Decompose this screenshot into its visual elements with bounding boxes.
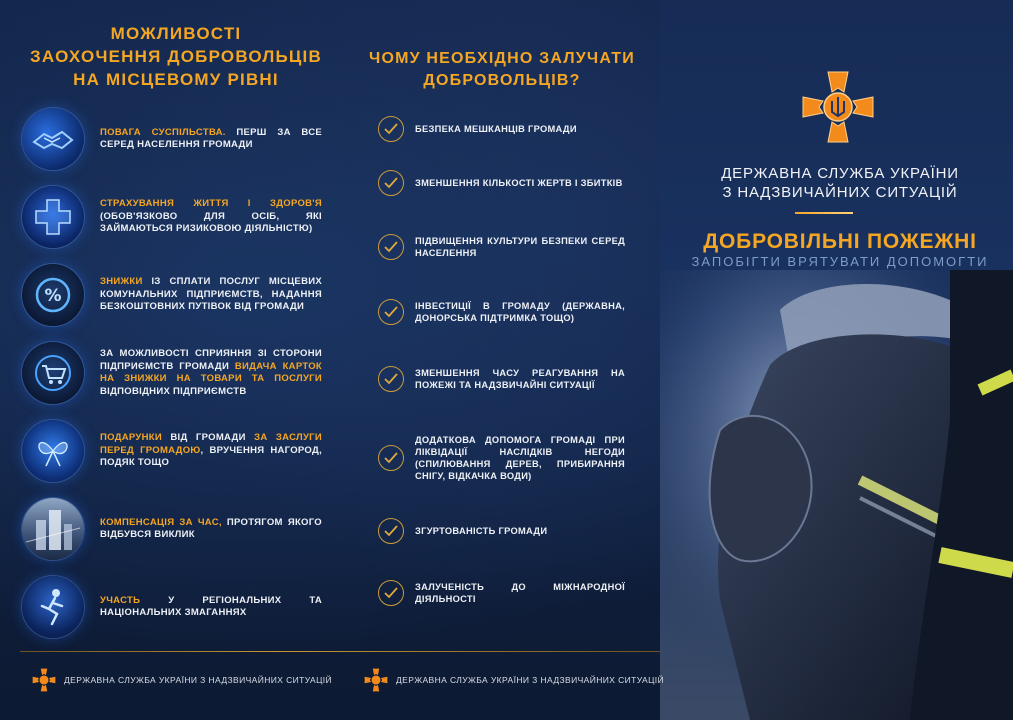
footer-logo <box>32 668 332 692</box>
medical-cross-icon <box>22 186 84 248</box>
reason-item <box>378 434 628 482</box>
reason-text: ПІДВИЩЕННЯ КУЛЬТУРИ БЕЗПЕКИ СЕРЕД НАСЕЛЕННЯ <box>415 236 625 258</box>
footer-divider <box>20 651 660 652</box>
reason-item <box>378 580 628 606</box>
checkmark-icon <box>378 366 404 392</box>
reason-text: ІНВЕСТИЦІЇ В ГРОМАДУ (ДЕРЖАВНА, ДОНОРСЬКА ПІДТРИМКА ТОЩО) <box>415 301 625 323</box>
benefits-title-line: НА МІСЦЕВОМУ РІВНІ <box>73 70 279 89</box>
handshake-icon <box>22 108 84 170</box>
reason-text: ЗМЕНШЕННЯ КІЛЬКОСТІ ЖЕРТВ І ЗБИТКІВ <box>415 178 623 188</box>
gift-bow-icon <box>22 420 84 482</box>
checkmark-icon <box>378 170 404 196</box>
shopping-cart-icon <box>22 342 84 404</box>
checkmark-icon <box>378 445 404 471</box>
benefit-item <box>22 184 322 250</box>
footer-logo <box>364 668 664 692</box>
dsns-cross-emblem-icon <box>801 70 875 144</box>
percent-icon <box>22 264 84 326</box>
benefit-item <box>22 340 322 406</box>
runner-icon <box>22 576 84 638</box>
reason-item <box>378 518 628 544</box>
benefits-title-line: МОЖЛИВОСТІ <box>110 24 242 43</box>
benefit-text: СТРАХУВАННЯ ЖИТТЯ І ЗДОРОВ'Я (ОБОВ'ЯЗКОВО ДЛЯ ОСІБ, ЯКІ ЗАЙМАЮТЬСЯ РИЗИКОВОЮ ДІЯЛЬНІСТЮ) <box>100 198 322 235</box>
benefits-title-line: ЗАОХОЧЕННЯ ДОБРОВОЛЬЦІВ <box>30 47 322 66</box>
reason-text: ЗМЕНШЕННЯ ЧАСУ РЕАГУВАННЯ НА ПОЖЕЖІ ТА НАДЗВИЧАЙНІ СИТУАЦІЇ <box>415 368 625 390</box>
benefit-text: ЗА МОЖЛИВОСТІ СПРИЯННЯ ЗІ СТОРОНИ ПІДПРИЄМСТВ ГРОМАДИ ВИДАЧА КАРТОК НА ЗНИЖКИ НА ТОВАРИ ТА ПОСЛУГИ ВІДПОВІДНИХ ПІДПРИЄМСТВ <box>100 348 322 397</box>
footer-text: ДЕРЖАВНА СЛУЖБА УКРАЇНИ З НАДЗВИЧАЙНИХ СИТУАЦІЙ <box>64 675 333 685</box>
reason-item <box>378 299 628 325</box>
agency-name-line: ДЕРЖАВНА СЛУЖБА УКРАЇНИ <box>721 165 959 182</box>
benefit-text: ПОДАРУНКИ ВІД ГРОМАДИ ЗА ЗАСЛУГИ ПЕРЕД ГРОМАДОЮ, ВРУЧЕННЯ НАГОРОД, ПОДЯК ТОЩО <box>100 432 323 469</box>
reason-item <box>378 366 628 392</box>
reason-text: ДОДАТКОВА ДОПОМОГА ГРОМАДІ ПРИ ЛІКВІДАЦІЇ НАСЛІДКІВ НЕГОДИ (СПИЛЮВАННЯ ДЕРЕВ, ПРИБИРАННЯ СНІГУ, ВІДКАЧКА ВОДИ) <box>415 435 625 481</box>
benefit-text: ЗНИЖКИ ІЗ СПЛАТИ ПОСЛУГ МІСЦЕВИХ КОМУНАЛЬНИХ ПІДПРИЄМСТВ, НАДАННЯ БЕЗКОШТОВНИХ ПУТІВОК ВІД ГРОМАДИ <box>100 276 322 313</box>
checkmark-icon <box>378 299 404 325</box>
reason-item <box>378 116 628 142</box>
brochure-title: ДОБРОВІЛЬНІ ПОЖЕЖНІ <box>703 230 977 253</box>
benefit-text: ПОВАГА СУСПІЛЬСТВА. ПЕРШ ЗА ВСЕ СЕРЕД НАСЕЛЕННЯ ГРОМАДИ <box>100 126 322 150</box>
footer-text: ДЕРЖАВНА СЛУЖБА УКРАЇНИ З НАДЗВИЧАЙНИХ СИТУАЦІЙ <box>396 675 665 685</box>
benefit-text: КОМПЕНСАЦІЯ ЗА ЧАС, ПРОТЯГОМ ЯКОГО ВІДБУВСЯ ВИКЛИК <box>100 516 322 540</box>
benefits-title <box>20 22 332 91</box>
checkmark-icon <box>378 580 404 606</box>
benefit-item <box>22 418 322 484</box>
checkmark-icon <box>378 518 404 544</box>
svg-text:%: % <box>44 286 62 306</box>
agency-name <box>700 164 980 202</box>
benefit-item <box>22 106 322 172</box>
reason-text: ЗГУРТОВАНІСТЬ ГРОМАДИ <box>415 526 548 536</box>
reason-item <box>378 170 628 196</box>
reasons-title-line: ЧОМУ НЕОБХІДНО ЗАЛУЧАТИ <box>369 50 635 67</box>
firefighter-photo <box>660 270 1013 720</box>
reasons-title-line: ДОБРОВОЛЬЦІВ? <box>423 72 581 89</box>
reason-item <box>378 234 628 260</box>
building-icon <box>22 498 84 560</box>
brochure-subtitle: ЗАПОБІГТИ ВРЯТУВАТИ ДОПОМОГТИ <box>691 254 989 269</box>
dsns-cross-emblem-icon <box>32 668 56 692</box>
reason-text: ЗАЛУЧЕНІСТЬ ДО МІЖНАРОДНОЇ ДІЯЛЬНОСТІ <box>415 582 625 604</box>
reasons-title <box>352 48 652 92</box>
agency-name-line: З НАДЗВИЧАЙНИХ СИТУАЦІЙ <box>722 184 958 201</box>
benefit-text: УЧАСТЬ У РЕГІОНАЛЬНИХ ТА НАЦІОНАЛЬНИХ ЗМАГАННЯХ <box>100 594 322 618</box>
benefit-item <box>22 574 322 640</box>
divider <box>795 212 853 214</box>
reason-text: БЕЗПЕКА МЕШКАНЦІВ ГРОМАДИ <box>415 124 577 134</box>
checkmark-icon <box>378 234 404 260</box>
checkmark-icon <box>378 116 404 142</box>
benefit-item <box>22 262 322 328</box>
dsns-cross-emblem-icon <box>364 668 388 692</box>
benefit-item <box>22 496 322 562</box>
